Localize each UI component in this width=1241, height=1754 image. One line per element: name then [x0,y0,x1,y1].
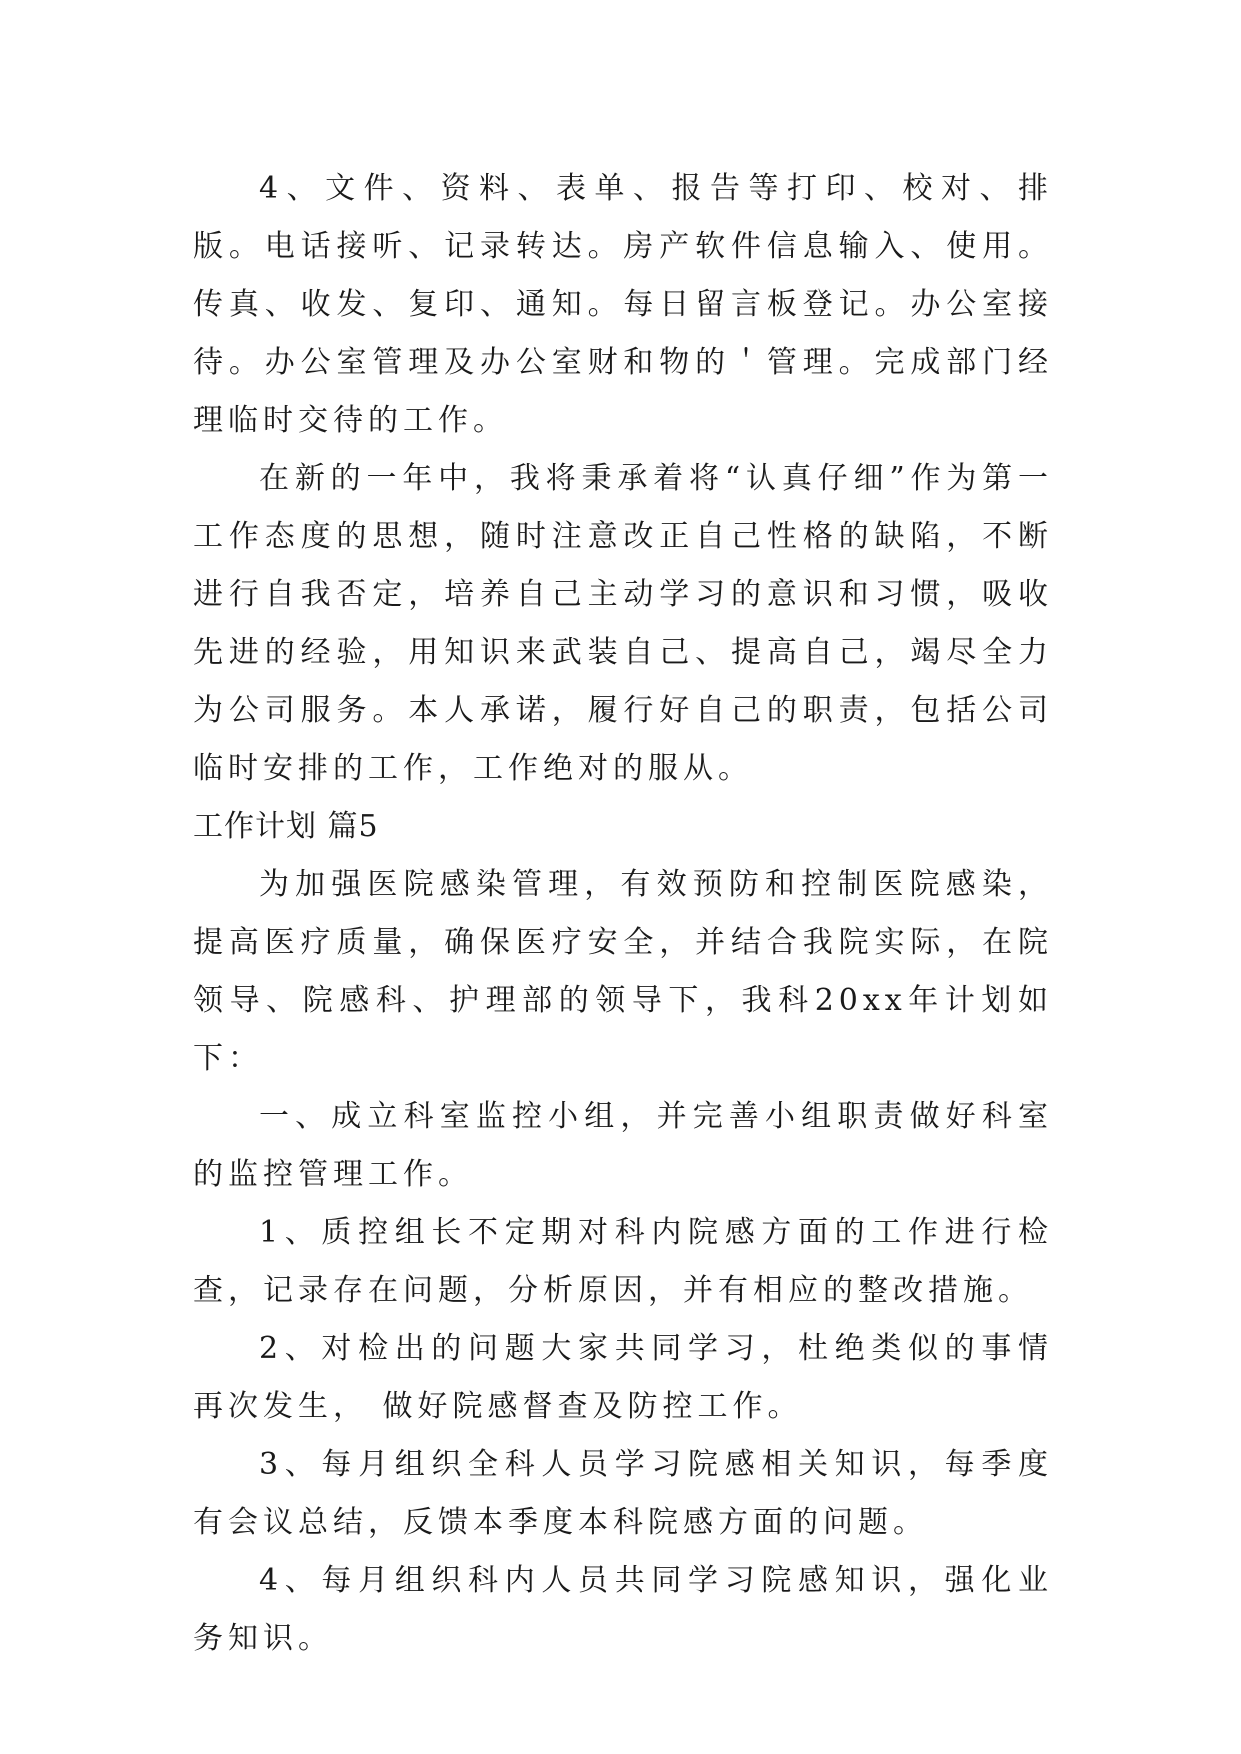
paragraph-new-year-commitment: 在新的一年中，我将秉承着将“认真仔细”作为第一工作态度的思想，随时注意改正自己性格的缺陷，不断进行自我否定，培养自己主动学习的意识和习惯，吸收先进的经验，用知识来武装自己、提高自己，竭尽全力为公司服务。本人承诺，履行好自己的职责，包括公司临时安排的工作，工作绝对的服从。 [193,461,1053,786]
section-heading: 工作计划 篇5 [193,809,379,844]
paragraph-item-one: 一、成立科室监控小组，并完善小组职责做好科室的监控管理工作。 [193,1099,1053,1192]
paragraph-subitem-1: 1、质控组长不定期对科内院感方面的工作进行检查，记录存在问题，分析原因，并有相应的整改措施。 [193,1215,1053,1308]
paragraph-subitem-2: 2、对检出的问题大家共同学习，杜绝类似的事情再次发生， 做好院感督查及防控工作。 [193,1331,1053,1424]
document-body [193,160,1053,1668]
paragraph-subitem-4: 4、每月组织科内人员共同学习院感知识，强化业务知识。 [193,1563,1053,1656]
paragraph-subitem-3: 3、每月组织全科人员学习院感相关知识，每季度有会议总结，反馈本季度本科院感方面的问题。 [193,1447,1053,1540]
paragraph-office-duties: 4、文件、资料、表单、报告等打印、校对、排版。电话接听、记录转达。房产软件信息输入、使用。传真、收发、复印、通知。每日留言板登记。办公室接待。办公室管理及办公室财和物的＇管理。完成部门经理临时交待的工作。 [193,171,1053,438]
paragraph-plan-intro: 为加强医院感染管理，有效预防和控制医院感染，提高医疗质量，确保医疗安全，并结合我院实际，在院领导、院感科、护理部的领导下，我科20xx年计划如下： [193,867,1053,1076]
